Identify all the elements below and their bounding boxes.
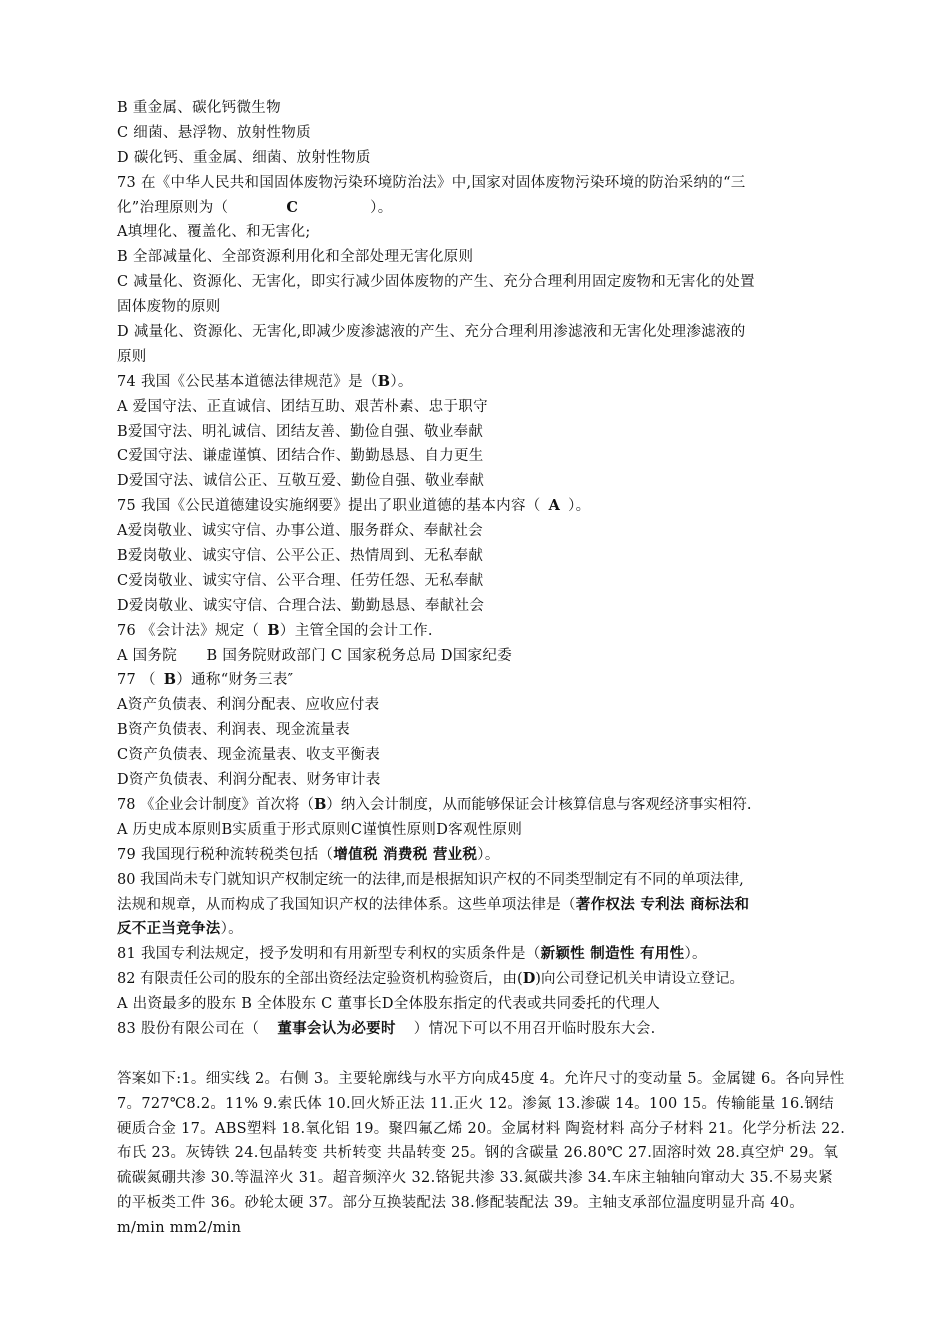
answer: B [377, 372, 391, 390]
question-76 [117, 619, 847, 644]
question-77 [117, 668, 847, 693]
question-80: 80 我国尚未专门就知识产权制定统一的法律,而是根据知识产权的不同类型制定有不同的单项法律, [117, 871, 744, 888]
text: ）情况下可以不用召开临时股东大会. [413, 1020, 656, 1037]
answer: 董事会认为必要时 [277, 1019, 396, 1037]
option-line: D 碳化钙、重金属、细菌、放射性物质 [117, 149, 371, 166]
option-line: D爱国守法、诚信公正、互敬互爱、勤俭自强、敬业奉献 [117, 473, 485, 490]
text: ）主管全国的会计工作. [279, 622, 433, 639]
question-80-cont [117, 917, 847, 942]
text: 81 我国专利法规定，授予发明和有用新型专利权的实质条件是（ [117, 946, 541, 963]
option-line: A填埋化、覆盖化、和无害化; [117, 224, 311, 241]
question-74 [117, 370, 847, 395]
option-line: A 爱国守法、正直诚信、团结互助、艰苦朴素、忠于职守 [117, 398, 488, 415]
text: 83 股份有限公司在（ [117, 1020, 260, 1037]
text: 法规和规章，从而构成了我国知识产权的法律体系。这些单项法律是（ [117, 896, 576, 913]
option-line: C 减量化、资源化、无害化，即实行减少固体废物的产生、充分合理利用固定废物和无害化的处置 [117, 274, 755, 291]
option-line: B资产负债表、利润表、现金流量表 [117, 722, 350, 739]
option-line: 固体废物的原则 [117, 299, 221, 316]
question-83 [117, 1017, 847, 1042]
answer: B [314, 795, 327, 813]
option-line: A 出资最多的股东 B 全体股东 C 董事长D全体股东指定的代表或共同委托的代理人 [117, 996, 661, 1013]
option-line: D爱岗敬业、诚实守信、合理合法、勤勤恳恳、奉献社会 [117, 597, 485, 614]
question-79 [117, 843, 847, 868]
question-82 [117, 967, 847, 992]
text: ）。 [220, 921, 243, 938]
text: 76 《会计法》规定（ [117, 622, 260, 639]
text: 75 我国《公民道德建设实施纲要》提出了职业道德的基本内容（ [117, 498, 541, 515]
option-line: 原则 [117, 348, 147, 365]
answer: 著作权法 专利法 商标法和 [575, 895, 750, 913]
text: ）。 [390, 373, 413, 390]
question-73-cont [117, 196, 847, 221]
question-78 [117, 793, 847, 818]
text: 79 我国现行税种流转税类包括（ [117, 846, 334, 863]
option-line: D资产负债表、利润分配表、财务审计表 [117, 772, 381, 789]
text: ）。 [568, 498, 591, 515]
text: ）。 [477, 846, 500, 863]
answer: B [267, 621, 280, 639]
answer-key: 答案如下:1。细实线 2。右侧 3。主要轮廓线与水平方向成45度 4。允许尺寸的变动量 5。金属键 6。各向异性 7。727℃8.2。11% 9.索氏体 10.回火矫正法 11.正火 12。渗氮 13.渗碳 14。100 15。传输能量 16.钢结硬质合金 17。ABS塑料 18.氧化铝 19。聚四氟乙烯 20。金属材料 陶瓷材料 高分子材料 21。化学分析法 22.布氏 23。灰铸铁 24.包晶转变 共析转变 共晶转变 25。钢的含碳量 26.80℃ 27.固溶时效 28.真空炉 29。氧硫碳氮硼共渗 30.等温淬火 31。超音频淬火 32.铬铌共渗 33.氮碳共渗 34.车床主轴轴向窜动大 35.不易夹紧的平板类工件 36。砂轮太硬 37。部分互换装配法 38.修配装配法 39。主轴支承部位温度明显升高 40。m/min mm2/min [117, 1070, 846, 1237]
answer: A [548, 497, 561, 515]
text: )向公司登记机关申请设立登记。 [535, 971, 744, 988]
text: ）。 [684, 946, 707, 963]
question-80-cont [117, 893, 847, 918]
question-81 [117, 942, 847, 967]
option-line: B 重金属、碳化钙微生物 [117, 100, 281, 116]
option-line: A 历史成本原则B实质重于形式原则C谨慎性原则D客观性原则 [117, 821, 523, 838]
text: 74 我国《公民基本道德法律规范》是（ [117, 373, 378, 390]
text: 化”治理原则为（ [117, 199, 229, 216]
option-line: B爱国守法、明礼诚信、团结友善、勤俭自强、敬业奉献 [117, 423, 484, 440]
question-75 [117, 494, 847, 519]
answer: B [163, 671, 177, 689]
text: ）。 [370, 199, 393, 216]
option-line: A 国务院 B 国务院财政部门 C 国家税务总局 D国家纪委 [117, 647, 513, 664]
option-line: C爱国守法、谦虚谨慎、团结合作、勤勤恳恳、自力更生 [117, 448, 484, 465]
option-line: C资产负债表、现金流量表、收支平衡表 [117, 747, 380, 764]
text: 82 有限责任公司的股东的全部出资经法定验资机构验资后，由( [117, 971, 523, 988]
option-line: C爱岗敬业、诚实守信、公平合理、任劳任怨、无私奉献 [117, 572, 484, 589]
text: ）通称“财务三表″ [176, 672, 294, 689]
text: 77 （ [117, 672, 156, 689]
text: ）纳入会计制度，从而能够保证会计核算信息与客观经济事实相符. [326, 796, 752, 813]
question-73: 73 在《中华人民共和国固体废物污染环境防治法》中,国家对固体废物污染环境的防治采纳的“三 [117, 174, 746, 191]
option-line: D 减量化、资源化、无害化,即减少废渗滤液的产生、充分合理利用渗滤液和无害化处理渗滤液的 [117, 324, 746, 341]
option-line: A资产负债表、利润分配表、应收应付表 [117, 697, 380, 714]
document-page [117, 96, 847, 1241]
option-line: A爱岗敬业、诚实守信、办事公道、服务群众、奉献社会 [117, 523, 483, 540]
answer: 反不正当竞争法 [117, 920, 221, 938]
blank-line [117, 1042, 847, 1067]
answer: D [522, 970, 536, 988]
answer: 增值税 消费税 营业税 [333, 845, 478, 863]
option-line: B爱岗敬业、诚实守信、公平公正、热情周到、无私奉献 [117, 548, 484, 565]
answer: C [286, 198, 299, 216]
answer: 新颖性 制造性 有用性 [540, 945, 685, 963]
text: 78 《企业会计制度》首次将（ [117, 796, 315, 813]
option-line: B 全部减量化、全部资源利用化和全部处理无害化原则 [117, 249, 474, 266]
option-line: C 细菌、悬浮物、放射性物质 [117, 124, 311, 141]
